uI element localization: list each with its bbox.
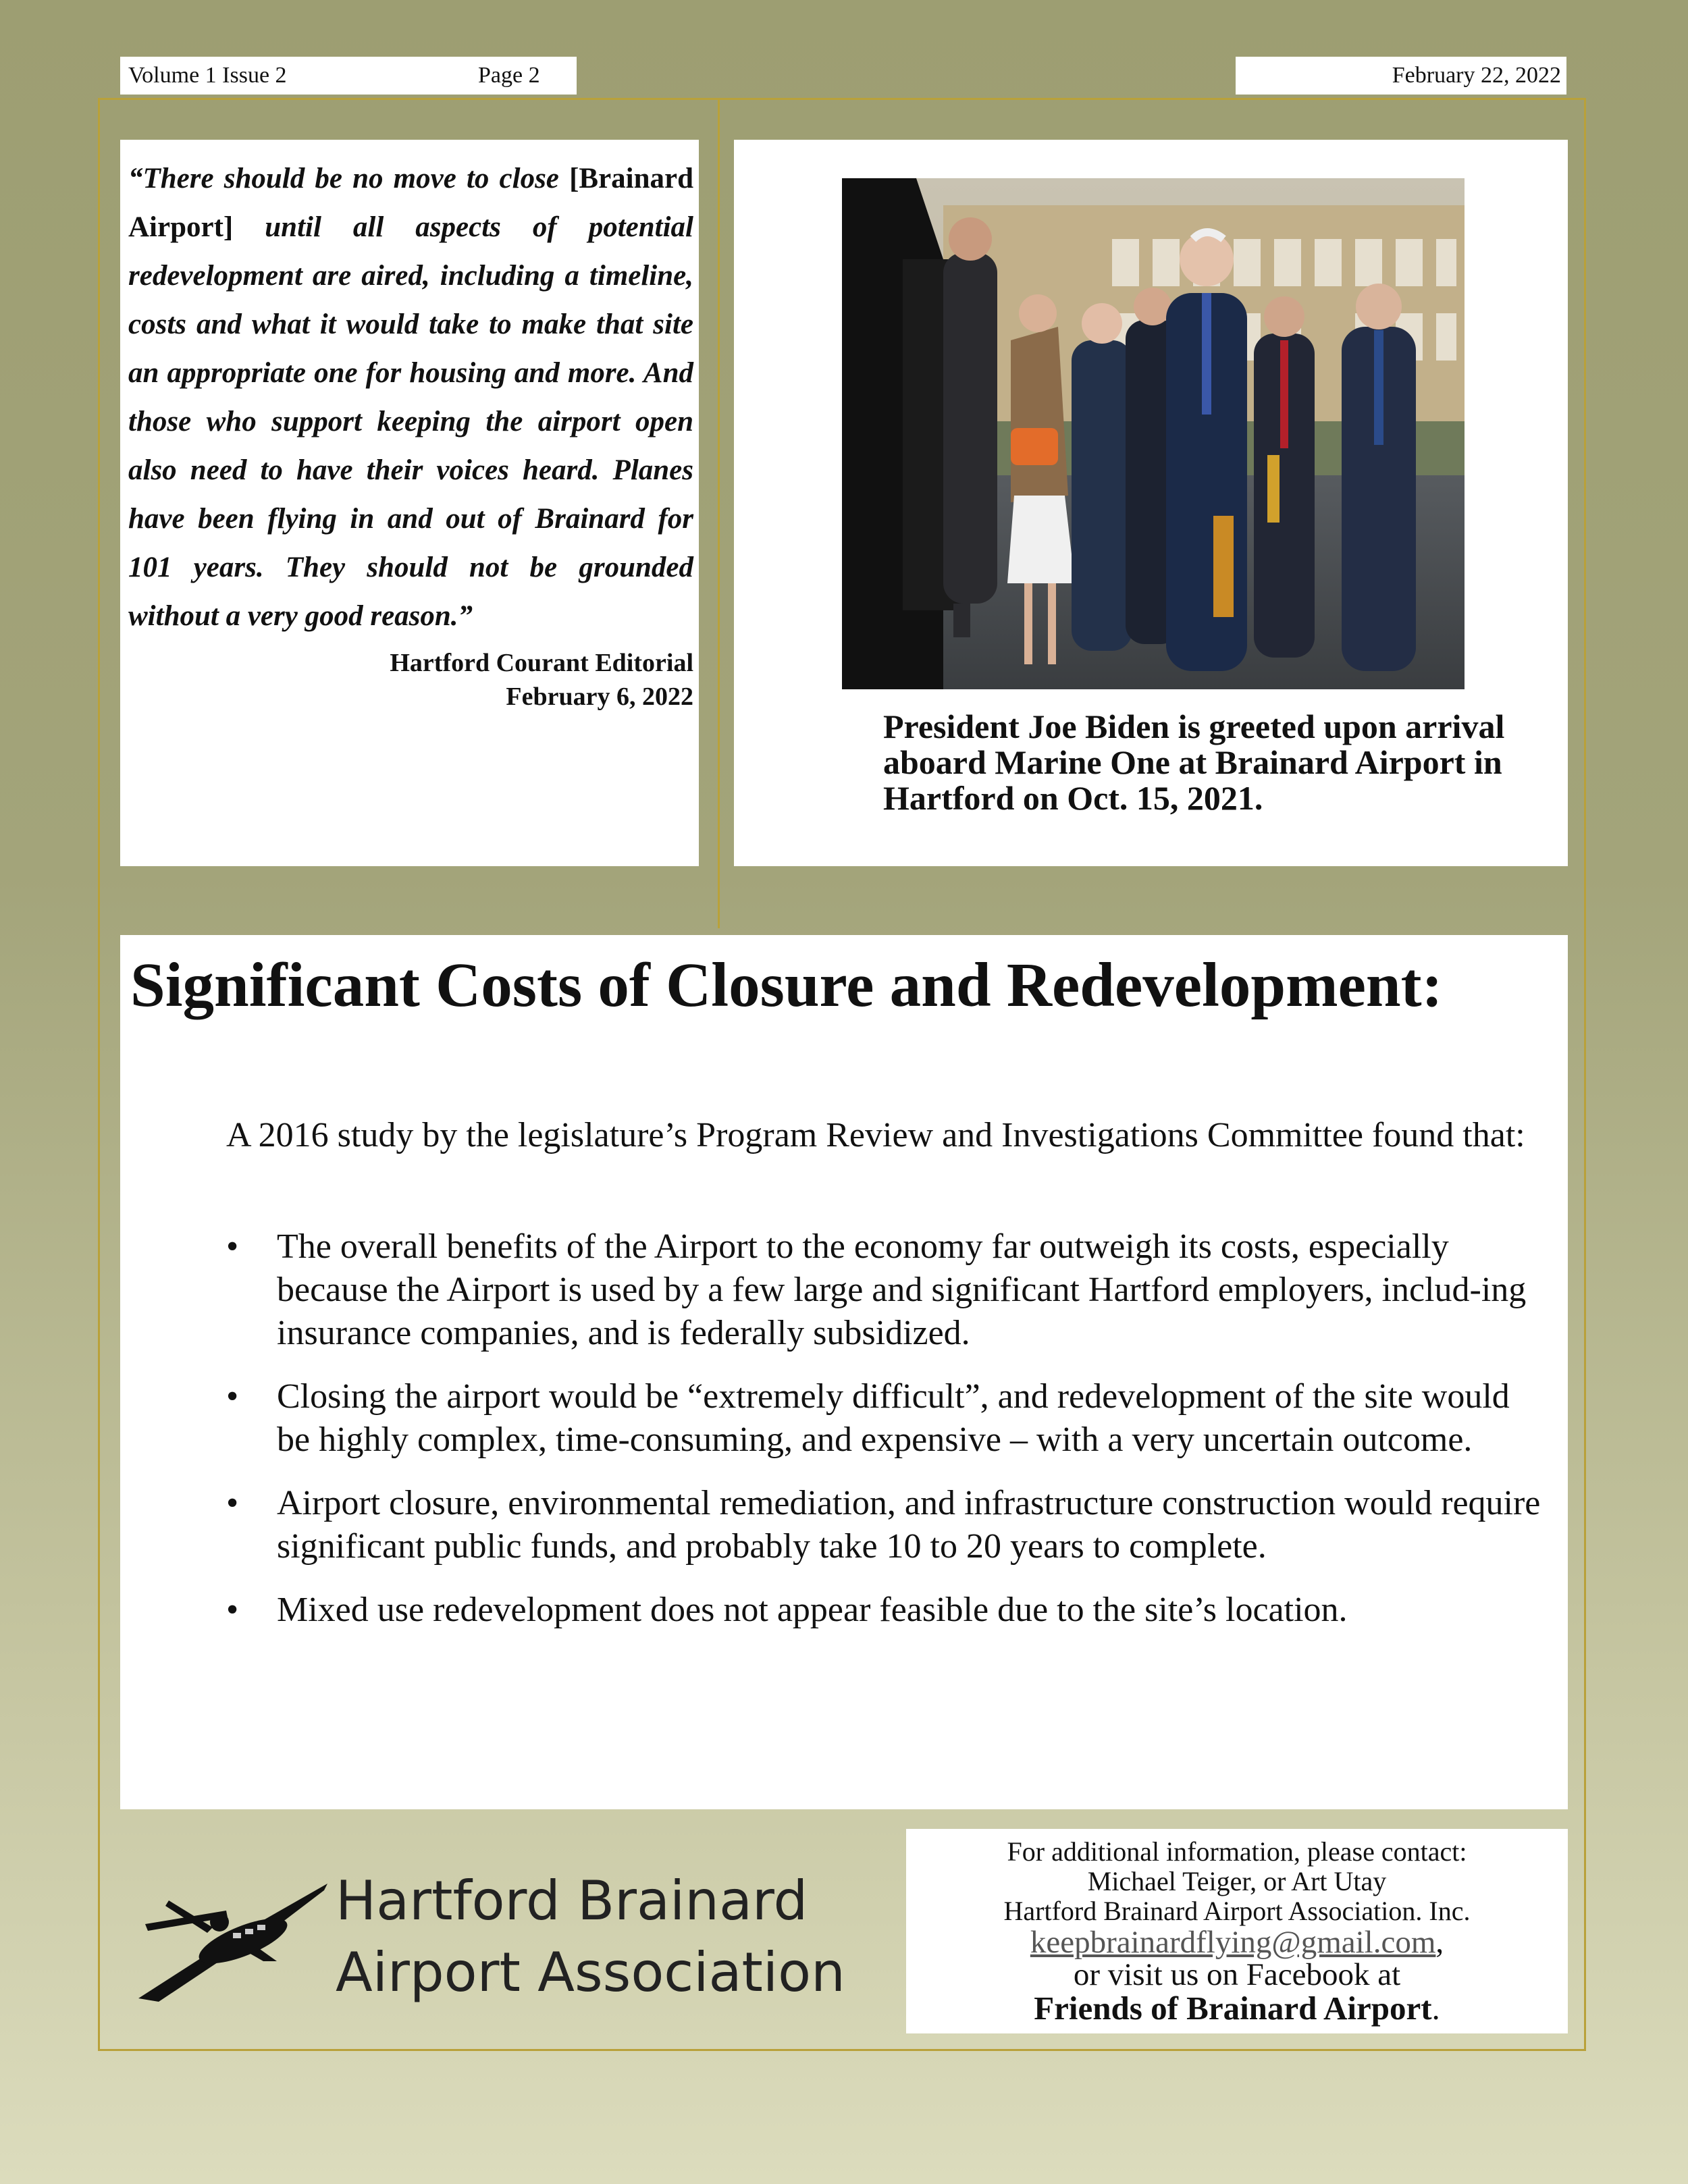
- issue-header: [120, 57, 577, 95]
- facebook-page-name: Friends of Brainard Airport: [1034, 1990, 1432, 2027]
- date-header: [1236, 57, 1566, 95]
- quote-part-1: “There should be no move to close: [128, 163, 559, 194]
- quote-source: Hartford Courant Editorial: [390, 649, 693, 677]
- bullet-text: Closing the airport would be “extremely difficult”, and redevelopment of the site would be highly complex, time-consuming, and expensive – with a very uncertain outcome.: [277, 1377, 1510, 1459]
- page-number: Page 2: [478, 63, 540, 88]
- contact-facebook-intro: or visit us on Facebook at: [1073, 1957, 1401, 1992]
- quote-part-2: [Brainard Airport]: [128, 163, 694, 243]
- costs-title: Significant Costs of Closure and Redevelopment:: [130, 951, 1443, 1020]
- photo-box: [734, 140, 1568, 866]
- bullet-dot: •: [226, 1591, 239, 1629]
- bullet-dot: •: [226, 1227, 239, 1266]
- quote-part-3: until all aspects of potential redevelopment are aired, including a timeline, costs and what it would take to make that site an appropriate one for housing and more. And those who support keeping the airport open also need to have their voices heard. Planes have been flying in and out of Brainard for 101 years. They should not be grounded without a very good reason.”: [128, 211, 693, 632]
- column-divider: [718, 98, 720, 928]
- quote-attribution: [128, 646, 693, 714]
- contact-org: Hartford Brainard Airport Association. Inc.: [1003, 1896, 1471, 1926]
- contact-email-link[interactable]: keepbrainardflying@gmail.com: [1030, 1925, 1436, 1960]
- bullet-text: Mixed use redevelopment does not appear feasible due to the site’s location.: [277, 1591, 1348, 1629]
- bullet-dot: •: [226, 1377, 239, 1416]
- bullet-item: [226, 1589, 1550, 1632]
- association-logo: [132, 1860, 845, 2015]
- contact-names: Michael Teiger, or Art Utay: [1087, 1866, 1387, 1896]
- issue-date: February 22, 2022: [1392, 63, 1561, 88]
- bullet-text: Airport closure, environmental remediation, and infrastructure construction would require significant public funds, and probably take 10 to 20 years to complete.: [277, 1484, 1541, 1566]
- volume-label: Volume 1 Issue 2: [128, 63, 287, 88]
- logo-wordmark: [336, 1865, 845, 2008]
- costs-intro: A 2016 study by the legislature’s Program Review and Investigations Committee found that:: [226, 1116, 1525, 1154]
- bullet-item: [226, 1375, 1550, 1462]
- bullet-item: [226, 1482, 1550, 1568]
- bullet-text: The overall benefits of the Airport to the economy far outweigh its costs, especially because the Airport is used by a few large and significant Hartford employers, includ-ing insurance companies, and is federally subsidized.: [277, 1227, 1527, 1352]
- contact-intro: For additional information, please contact:: [1007, 1836, 1467, 1867]
- contact-box: [906, 1829, 1568, 2033]
- logo-line-2: Airport Association: [336, 1941, 845, 2004]
- bullet-item: [226, 1225, 1550, 1355]
- bullet-dot: •: [226, 1484, 239, 1522]
- contact-email-suffix: ,: [1435, 1925, 1444, 1960]
- editorial-quote-box: [120, 140, 699, 866]
- contact-email-line: [906, 1926, 1568, 1959]
- quote-source-date: February 6, 2022: [506, 683, 693, 711]
- costs-section: [120, 935, 1568, 1809]
- photo-illustration: [842, 178, 1465, 689]
- costs-bullet-list: [226, 1225, 1550, 1652]
- biden-arrival-photo: [842, 178, 1465, 689]
- photo-caption: President Joe Biden is greeted upon arrival aboard Marine One at Brainard Airport in Hartford on Oct. 15, 2021.: [883, 708, 1505, 817]
- airplane-icon: [132, 1860, 334, 2015]
- editorial-quote: [128, 155, 693, 641]
- facebook-suffix: .: [1431, 1990, 1440, 2027]
- logo-line-1: Hartford Brainard: [336, 1869, 808, 1932]
- contact-facebook-line: [906, 1991, 1568, 2026]
